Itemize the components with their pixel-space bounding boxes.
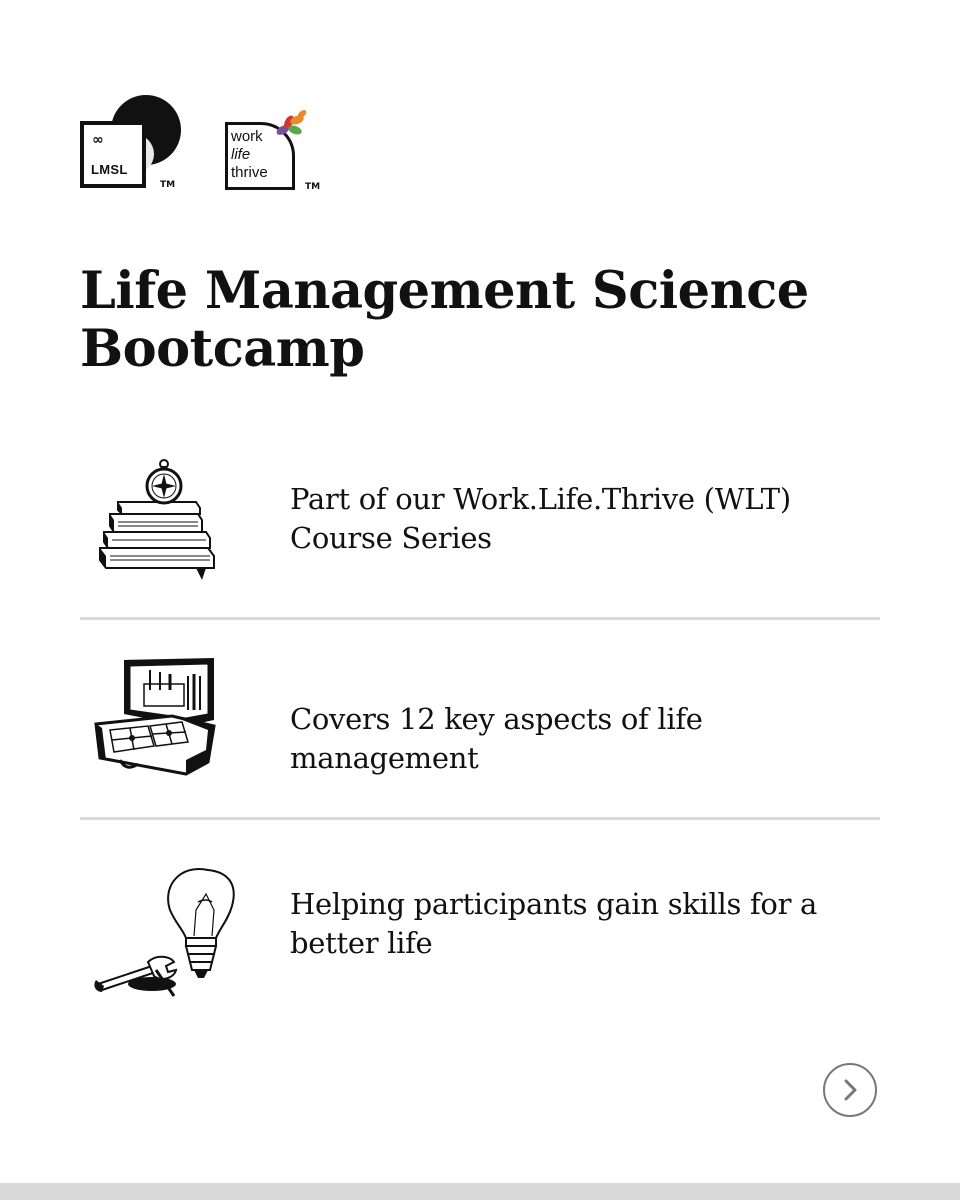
- divider: [80, 817, 880, 820]
- feature-text: Helping participants gain skills for a better life: [290, 887, 818, 960]
- next-button[interactable]: [823, 1063, 877, 1117]
- divider: [80, 617, 880, 620]
- lmsl-trademark: TM: [160, 180, 176, 190]
- work-life-thrive-logo: [225, 110, 325, 192]
- feature-row: [80, 652, 880, 792]
- title-line-2: Bootcamp: [80, 319, 365, 379]
- wlt-trademark: TM: [305, 182, 321, 192]
- feature-row: [80, 856, 880, 1006]
- flower-petals-icon: [271, 108, 311, 142]
- title-line-1: Life Management Science: [80, 261, 809, 321]
- lmsl-wordmark: LMSL: [91, 162, 128, 177]
- feature-row: [80, 452, 880, 592]
- lightbulb-wrench-icon: [90, 858, 240, 998]
- infinity-symbol: ∞: [92, 132, 104, 148]
- logo-group: [80, 88, 340, 198]
- books-compass-icon: [90, 456, 230, 584]
- wlt-word-thrive: thrive: [231, 164, 268, 181]
- bottom-bar: [0, 1183, 960, 1200]
- chevron-right-icon: [838, 1078, 862, 1102]
- feature-text: Part of our Work.Life.Thrive (WLT) Course Series: [290, 482, 791, 555]
- wlt-word-life: life: [231, 146, 251, 163]
- lmsl-logo: [80, 88, 190, 192]
- page-title: [80, 262, 900, 378]
- wlt-word-work: work: [231, 128, 263, 145]
- feature-text: Covers 12 key aspects of life management: [290, 702, 703, 775]
- open-suitcase-icon: [90, 654, 220, 782]
